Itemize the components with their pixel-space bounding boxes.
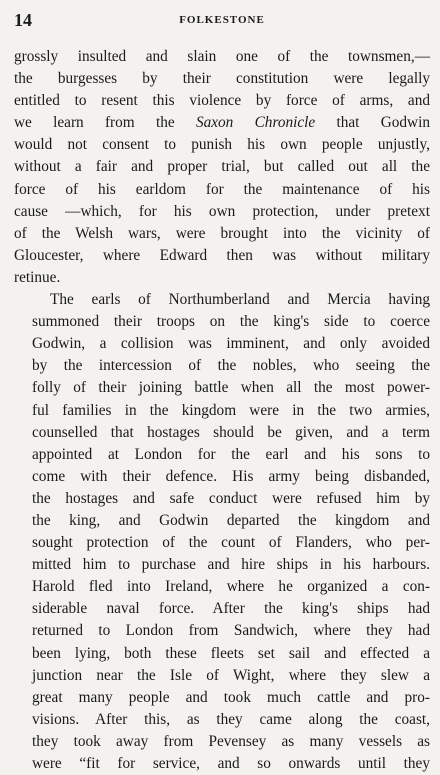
text-line — [14, 112, 430, 134]
text-line: returned to London from Sandwich, where they had — [32, 622, 430, 640]
text-line: Godwin, a collision was imminent, and only avoided — [32, 335, 430, 353]
text-line: entitled to resent this violence by force of arms, and — [14, 92, 430, 110]
text-line: Gloucester, where Edward then was without military — [14, 246, 430, 264]
text-line: cause —which, for his own protection, under pretext — [14, 202, 430, 220]
text-line: would not consent to punish his own people unjustly, — [14, 136, 430, 154]
paragraph — [14, 289, 430, 775]
text-line: force of his earldom for the maintenance of his — [14, 180, 430, 198]
text-line: appointed at London for the earl and his sons to — [32, 445, 430, 463]
text-line: counselled that hostages should be given, and a term — [32, 423, 430, 441]
text-line: retinue. — [14, 268, 61, 286]
page-number: 14 — [14, 10, 32, 30]
page-header — [14, 6, 430, 32]
text-line: by the intercession of the nobles, who seeing the — [32, 357, 430, 375]
running-head: FOLKESTONE — [179, 14, 265, 26]
italic-title: Saxon Chronicle — [195, 114, 316, 132]
text-line: come with their defence. His army being disbanded, — [32, 467, 430, 485]
text-line: summoned their troops on the king's side to coerce — [32, 313, 430, 331]
text-line: mitted him to purchase and hire ships in his harbours. — [32, 556, 430, 574]
text-line: the king, and Godwin departed the kingdom and — [32, 511, 430, 529]
body-text — [14, 46, 430, 775]
text-line: sought protection of the count of Flanders, who per- — [32, 534, 430, 552]
text-line: been lying, both these fleets set sail and effected a — [32, 644, 430, 662]
text-line: siderable naval force. After the king's ships had — [32, 600, 430, 618]
text-line: they took away from Pevensey as many vessels as — [32, 732, 430, 750]
text-line: grossly insulted and slain one of the townsmen,— — [14, 48, 430, 65]
text-segment: we learn from the — [14, 114, 196, 132]
text-line: The earls of Northumberland and Mercia having — [50, 291, 430, 309]
text-line: junction near the Isle of Wight, where they slew a — [32, 666, 430, 684]
text-line: folly of their joining battle when all the most power- — [32, 379, 430, 397]
text-line: the burgesses by their constitution were legally — [14, 70, 430, 88]
text-segment: that Godwin — [315, 114, 430, 132]
text-line: great many people and took much cattle and pro- — [32, 688, 430, 706]
text-line: visions. After this, as they came along the coast, — [32, 710, 430, 728]
text-line: ful families in the kingdom were in the two armies, — [32, 401, 430, 419]
text-line: without a fair and proper trial, but called out all the — [14, 158, 430, 176]
text-line: the hostages and safe conduct were refused him by — [32, 489, 430, 507]
text-line: were “fit for service, and so onwards until they — [32, 755, 430, 772]
text-line: Harold fled into Ireland, where he organized a con- — [32, 578, 430, 596]
text-line: of the Welsh wars, were brought into the vicinity of — [14, 224, 430, 242]
paragraph — [14, 46, 430, 289]
